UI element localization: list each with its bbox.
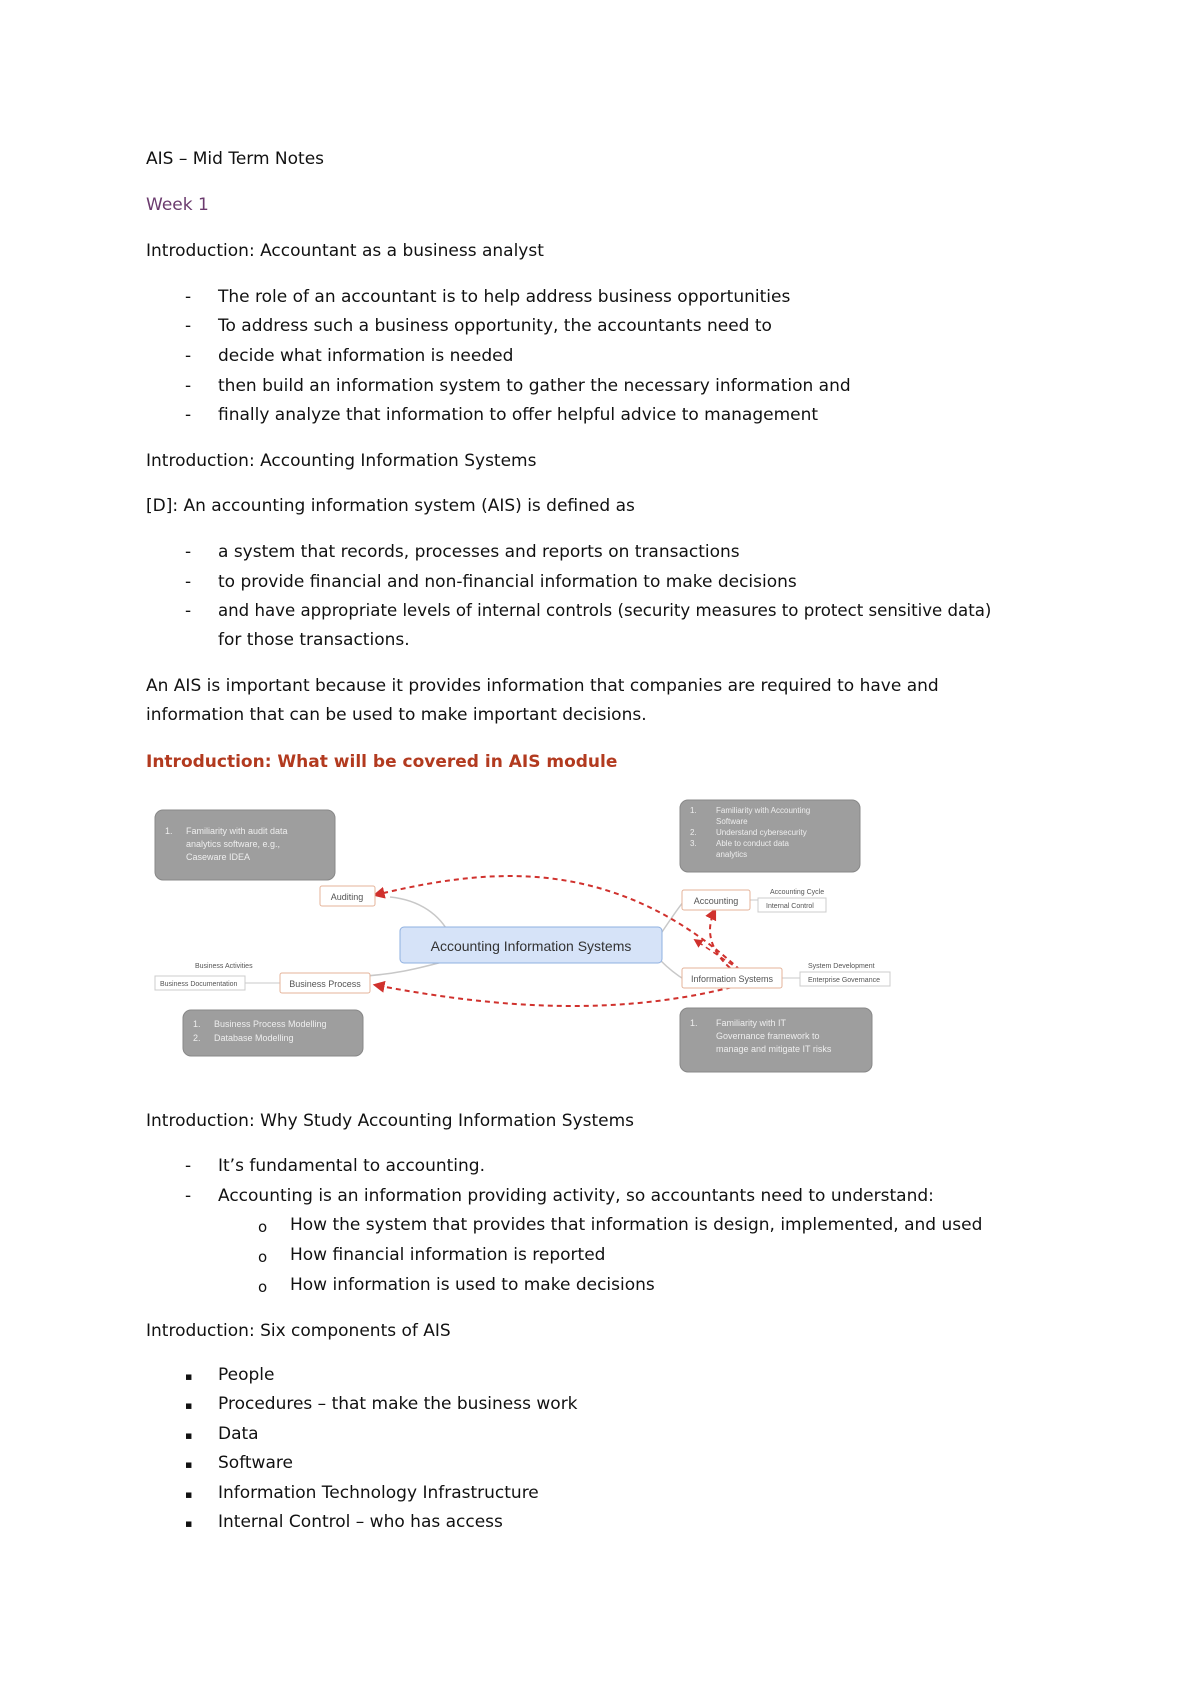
business-activities-label: Business Activities bbox=[195, 963, 253, 970]
callout-number: 2. bbox=[690, 828, 697, 837]
callout-line: Software bbox=[716, 817, 748, 826]
auditing-label: Auditing bbox=[330, 892, 364, 902]
paragraph: information that can be used to make important decisions. bbox=[146, 705, 647, 725]
dash-marker: - bbox=[185, 601, 192, 621]
list-item: finally analyze that information to offer helpful advice to management bbox=[218, 405, 819, 425]
section-heading: Introduction: Why Study Accounting Information Systems bbox=[146, 1111, 635, 1131]
callout-number: 1. bbox=[165, 826, 173, 836]
accounting-label: Accounting bbox=[693, 896, 739, 906]
list-item: and have appropriate levels of internal controls (security measures to protect sensitive data) bbox=[218, 601, 992, 620]
dash-marker: - bbox=[185, 376, 192, 396]
arrow-dashed bbox=[710, 910, 730, 968]
sub-list-item: How the system that provides that information is design, implemented, and used bbox=[290, 1215, 983, 1235]
square-marker: ▪ bbox=[185, 1517, 193, 1530]
section-heading-highlighted: Introduction: What will be covered in AIS module bbox=[146, 752, 618, 772]
list-item-continuation: for those transactions. bbox=[218, 630, 410, 650]
callout-line: Business Process Modelling bbox=[214, 1019, 327, 1029]
dash-marker: - bbox=[185, 346, 192, 366]
callout-line: Database Modelling bbox=[214, 1033, 294, 1043]
callout-line: Understand cybersecurity bbox=[716, 828, 807, 837]
callout-line: Familiarity with audit data bbox=[186, 826, 288, 836]
callout-line: Familiarity with IT bbox=[716, 1018, 787, 1028]
callout-line: Able to conduct data bbox=[716, 839, 789, 848]
list-item: then build an information system to gather the necessary information and bbox=[218, 376, 851, 396]
arrow-dashed bbox=[695, 940, 740, 970]
circle-marker: o bbox=[258, 1248, 268, 1266]
internal-control-label: Internal Control bbox=[766, 903, 814, 910]
business-process-label: Business Process bbox=[289, 979, 361, 989]
ais-module-diagram bbox=[150, 790, 910, 1080]
callout-line: manage and mitigate IT risks bbox=[716, 1044, 832, 1054]
callout-line: Governance framework to bbox=[716, 1031, 820, 1041]
section-heading: Introduction: Six components of AIS bbox=[146, 1321, 451, 1341]
callout-number: 1. bbox=[690, 806, 697, 815]
dash-marker: - bbox=[185, 1156, 192, 1176]
square-marker: ▪ bbox=[185, 1399, 193, 1412]
list-item: It’s fundamental to accounting. bbox=[218, 1156, 485, 1176]
list-item: decide what information is needed bbox=[218, 346, 514, 366]
square-marker: ▪ bbox=[185, 1458, 193, 1471]
section-heading: Introduction: Accountant as a business analyst bbox=[146, 241, 544, 261]
connector-line bbox=[660, 900, 685, 935]
sub-list-item: How information is used to make decisions bbox=[290, 1275, 655, 1295]
dash-marker: - bbox=[185, 542, 192, 562]
callout-number: 2. bbox=[193, 1033, 201, 1043]
enterprise-governance-label: Enterprise Governance bbox=[808, 977, 880, 984]
dash-marker: - bbox=[185, 405, 192, 425]
callout-line: Familiarity with Accounting bbox=[716, 806, 811, 815]
list-item: Data bbox=[218, 1424, 259, 1444]
information-systems-label: Information Systems bbox=[690, 974, 774, 984]
circle-marker: o bbox=[258, 1278, 268, 1296]
week-heading: Week 1 bbox=[146, 195, 209, 215]
list-item: Accounting is an information providing activity, so accountants need to understand: bbox=[218, 1186, 934, 1206]
list-item: Internal Control – who has access bbox=[218, 1512, 503, 1532]
list-item: People bbox=[218, 1365, 275, 1385]
list-item: to provide financial and non-financial information to make decisions bbox=[218, 572, 797, 592]
circle-marker: o bbox=[258, 1218, 268, 1236]
business-documentation-label: Business Documentation bbox=[160, 981, 238, 988]
square-marker: ▪ bbox=[185, 1429, 193, 1442]
list-item: The role of an accountant is to help address business opportunities bbox=[218, 287, 791, 307]
dash-marker: - bbox=[185, 287, 192, 307]
callout-number: 1. bbox=[193, 1019, 201, 1029]
list-item: Software bbox=[218, 1453, 293, 1473]
list-item: Information Technology Infrastructure bbox=[218, 1483, 539, 1503]
accounting-cycle-label: Accounting Cycle bbox=[770, 889, 825, 896]
list-item: To address such a business opportunity, the accountants need to bbox=[218, 316, 772, 336]
section-heading: Introduction: Accounting Information Systems bbox=[146, 451, 537, 471]
square-marker: ▪ bbox=[185, 1370, 193, 1383]
dash-marker: - bbox=[185, 572, 192, 592]
callout-line: analytics bbox=[716, 850, 748, 859]
document-title: AIS – Mid Term Notes bbox=[146, 149, 325, 169]
system-development-label: System Development bbox=[808, 963, 875, 970]
center-node-label: Accounting Information Systems bbox=[430, 938, 632, 954]
dash-marker: - bbox=[185, 1186, 192, 1206]
dash-marker: - bbox=[185, 316, 192, 336]
list-item: Procedures – that make the business work bbox=[218, 1394, 578, 1414]
definition-text: [D]: An accounting information system (AIS) is defined as bbox=[146, 496, 635, 516]
callout-line: analytics software, e.g., bbox=[186, 839, 281, 849]
callout-number: 3. bbox=[690, 839, 697, 848]
square-marker: ▪ bbox=[185, 1488, 193, 1501]
callout-number: 1. bbox=[690, 1018, 698, 1028]
connector-line bbox=[660, 960, 685, 980]
paragraph: An AIS is important because it provides information that companies are required to have and bbox=[146, 676, 939, 696]
list-item: a system that records, processes and reports on transactions bbox=[218, 542, 740, 562]
sub-list-item: How financial information is reported bbox=[290, 1245, 606, 1265]
callout-line: Caseware IDEA bbox=[186, 852, 251, 862]
